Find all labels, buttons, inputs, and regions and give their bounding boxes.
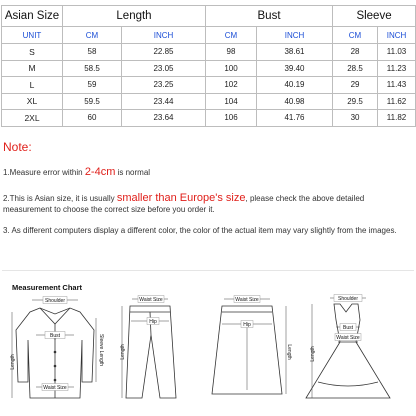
label-bust: Bust bbox=[342, 324, 354, 331]
unit-cell: CM bbox=[63, 27, 122, 44]
table-cell: 11.82 bbox=[378, 110, 416, 127]
dress-icon bbox=[306, 304, 390, 398]
table-cell: 28 bbox=[333, 44, 378, 61]
label-waist-size: Waist Size bbox=[139, 296, 163, 303]
label-shoulder: Shoulder bbox=[44, 297, 66, 304]
size-cell: S bbox=[2, 44, 63, 61]
table-row bbox=[2, 110, 416, 127]
label-length: Length bbox=[310, 346, 316, 362]
table-cell: 30 bbox=[333, 110, 378, 127]
table-cell: 23.64 bbox=[122, 110, 206, 127]
label-length: Length bbox=[286, 344, 292, 360]
table-cell: 41.76 bbox=[257, 110, 333, 127]
label-shoulder: Shoulder bbox=[337, 295, 359, 302]
size-cell: XL bbox=[2, 93, 63, 110]
note-color-variance: 3. As different computers display a different color, the color of the actual item may vary slightly from the images. bbox=[3, 226, 397, 235]
unit-cell: CM bbox=[206, 27, 257, 44]
measurement-chart-title: Measurement Chart bbox=[12, 283, 83, 292]
table-cell: 58.5 bbox=[63, 60, 122, 77]
table-cell: 23.44 bbox=[122, 93, 206, 110]
label-hip: Hip bbox=[149, 318, 157, 325]
size-cell: M bbox=[2, 60, 63, 77]
table-cell: 29.5 bbox=[333, 93, 378, 110]
dress-measure-lines bbox=[312, 295, 366, 398]
size-cell: L bbox=[2, 77, 63, 94]
table-cell: 38.61 bbox=[257, 44, 333, 61]
note-text: , please check the above detailed measurement to choose the correct size before you order it. bbox=[3, 194, 365, 214]
note-text: 2.This is Asian size, it is usually bbox=[3, 194, 117, 203]
table-header-row bbox=[2, 6, 416, 27]
table-cell: 11.03 bbox=[378, 44, 416, 61]
unit-label: UNIT bbox=[2, 27, 63, 44]
unit-cell: INCH bbox=[378, 27, 416, 44]
label-waist-size: Waist Size bbox=[336, 334, 360, 341]
table-cell: 11.23 bbox=[378, 60, 416, 77]
table-cell: 59.5 bbox=[63, 93, 122, 110]
note-measure-error bbox=[3, 167, 413, 178]
label-waist-size: Waist Size bbox=[235, 296, 259, 303]
table-unit-row bbox=[2, 27, 416, 44]
unit-cell: INCH bbox=[257, 27, 333, 44]
table-cell: 60 bbox=[63, 110, 122, 127]
label-length: Length bbox=[10, 354, 16, 370]
table-cell: 102 bbox=[206, 77, 257, 94]
note-title: Note: bbox=[3, 140, 32, 154]
header-sleeve: Sleeve bbox=[333, 6, 416, 27]
unit-cell: INCH bbox=[122, 27, 206, 44]
note-text: is normal bbox=[115, 168, 151, 177]
note-asian-size bbox=[3, 193, 413, 215]
note-highlight: 2-4cm bbox=[84, 166, 116, 178]
label-bust: Bust bbox=[49, 332, 61, 339]
table-cell: 98 bbox=[206, 44, 257, 61]
header-asian-size: Asian Size bbox=[2, 6, 63, 27]
table-cell: 58 bbox=[63, 44, 122, 61]
label-sleeve-length: Sleeve Length bbox=[98, 334, 104, 366]
table-cell: 39.40 bbox=[257, 60, 333, 77]
table-cell: 23.05 bbox=[122, 60, 206, 77]
table-cell: 40.19 bbox=[257, 77, 333, 94]
table-cell: 11.62 bbox=[378, 93, 416, 110]
unit-cell: CM bbox=[333, 27, 378, 44]
table-cell: 100 bbox=[206, 60, 257, 77]
table-cell: 106 bbox=[206, 110, 257, 127]
table-cell: 29 bbox=[333, 77, 378, 94]
table-cell: 59 bbox=[63, 77, 122, 94]
table-row bbox=[2, 60, 416, 77]
note-text: 1.Measure error within bbox=[3, 168, 85, 177]
table-cell: 28.5 bbox=[333, 60, 378, 77]
shirt-measure-lines bbox=[12, 297, 96, 398]
table-cell: 22.85 bbox=[122, 44, 206, 61]
label-length: Length bbox=[120, 344, 126, 360]
label-waist-size: Waist Size bbox=[43, 384, 67, 391]
size-table bbox=[1, 5, 416, 127]
header-bust: Bust bbox=[206, 6, 333, 27]
table-row bbox=[2, 44, 416, 61]
table-cell: 40.98 bbox=[257, 93, 333, 110]
table-cell: 11.43 bbox=[378, 77, 416, 94]
header-length: Length bbox=[63, 6, 206, 27]
label-hip: Hip bbox=[243, 321, 251, 328]
size-cell: 2XL bbox=[2, 110, 63, 127]
divider bbox=[2, 270, 414, 271]
table-row bbox=[2, 93, 416, 110]
table-cell: 23.25 bbox=[122, 77, 206, 94]
measurement-figures bbox=[0, 290, 416, 410]
table-cell: 104 bbox=[206, 93, 257, 110]
note-highlight: smaller than Europe's size bbox=[116, 192, 246, 204]
table-row bbox=[2, 77, 416, 94]
pants-measure-lines bbox=[122, 296, 169, 398]
